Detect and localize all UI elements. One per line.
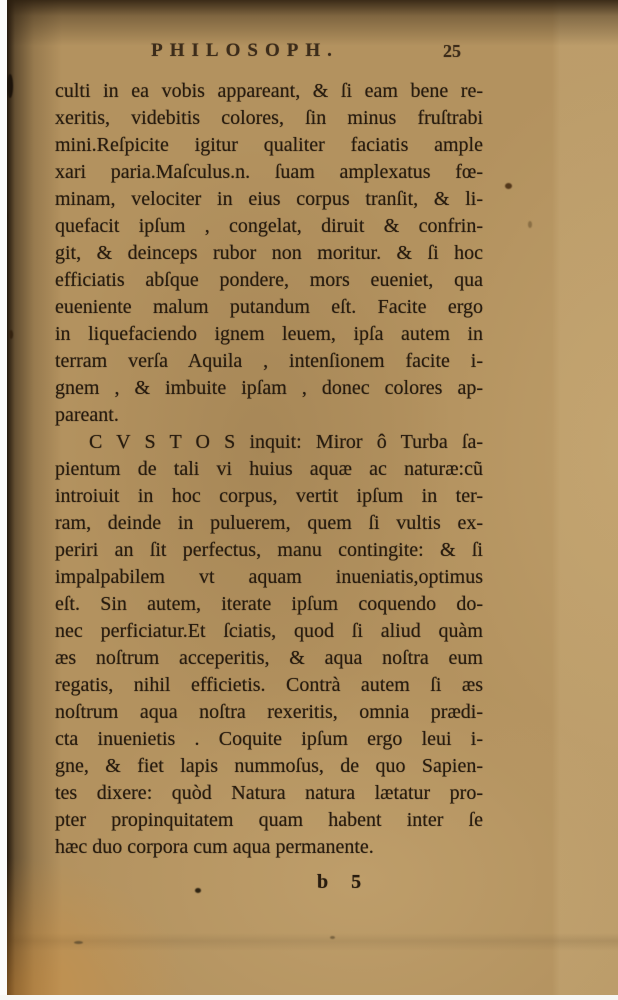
scan-border-left xyxy=(0,0,7,1000)
text-line: efficiatis abſque pondere, mors eueniet, qua xyxy=(55,269,483,291)
text-line: culti in ea vobis appareant, & ſi eam bene re- xyxy=(55,80,483,102)
text-line: mini.Reſpicite igitur qualiter faciatis ample xyxy=(55,134,483,156)
signature-number: 5 xyxy=(351,871,362,893)
ink-spot xyxy=(528,221,532,228)
text-line: gnem , & imbuite ipſam , donec colores ap- xyxy=(55,377,483,399)
text-line: in liquefaciendo ignem leuem, ipſa autem in xyxy=(55,323,483,345)
text-line: introiuit in hoc corpus, vertit ipſum in ter- xyxy=(55,485,483,507)
ink-spot xyxy=(330,936,335,939)
text-line: git, & deinceps rubor non moritur. & ſi hoc xyxy=(55,242,483,264)
text-line: ram, deinde in puluerem, quem ſi vultis ex- xyxy=(55,512,483,534)
text-line: pter propinquitatem quam habent inter ſe xyxy=(55,809,483,831)
text-line: quefacit ipſum , congelat, diruit & confrin- xyxy=(55,215,483,237)
text-line: regatis, nihil efficietis. Contrà autem ſi æs xyxy=(55,674,483,696)
text-line: periri an ſit perfectus, manu contingite: & ſi xyxy=(55,539,483,561)
scan-border-bottom xyxy=(0,995,618,1000)
text-line: C V S T O S inquit: Miror ô Turba ſa- xyxy=(89,431,483,453)
page-number: 25 xyxy=(443,41,461,61)
text-line: cta inuenietis . Coquite ipſum ergo leui i- xyxy=(55,728,483,750)
text-line: æs noſtrum acceperitis, & aqua noſtra eum xyxy=(55,647,483,669)
text-line: minam, velociter in eius corpus tranſit, & li- xyxy=(55,188,483,210)
signature-letter: b xyxy=(317,871,329,893)
text-line: gne, & fiet lapis nummoſus, de quo Sapien- xyxy=(55,755,483,777)
text-line: pareant. xyxy=(55,404,119,426)
text-line: tes dixere: quòd Natura natura lætatur pro- xyxy=(55,782,483,804)
text-line: eſt. Sin autem, iterate ipſum coquendo do- xyxy=(55,593,483,615)
running-header xyxy=(55,40,483,78)
text-line: xeritis, videbitis colores, ſin minus fruſtrabi xyxy=(55,107,483,129)
text-line: nec perficiatur.Et ſciatis, quod ſi aliud quàm xyxy=(55,620,483,642)
signature-mark xyxy=(55,871,483,894)
ink-spot xyxy=(505,183,512,189)
ink-spot xyxy=(9,330,13,339)
text-line: hæc duo corpora cum aqua permanente. xyxy=(55,836,374,858)
text-line: terram verſa Aquila , intenſionem facite i- xyxy=(55,350,483,372)
text-line: eueniente malum putandum eſt. Facite ergo xyxy=(55,296,483,318)
text-line: xari paria.Maſculus.n. ſuam amplexatus fœ- xyxy=(55,161,483,183)
text-block xyxy=(55,40,483,894)
running-header-title: PHILOSOPH. xyxy=(151,40,339,61)
ink-spot xyxy=(195,888,201,893)
body-text xyxy=(55,78,483,861)
ink-spot xyxy=(74,941,83,944)
text-line: impalpabilem vt aquam inueniatis,optimus xyxy=(55,566,483,588)
text-line: pientum de tali vi huius aquæ ac naturæ:cũ xyxy=(55,458,483,480)
ink-spot xyxy=(7,74,13,98)
text-line: noſtrum aqua noſtra rexeritis, omnia prædi- xyxy=(55,701,483,723)
